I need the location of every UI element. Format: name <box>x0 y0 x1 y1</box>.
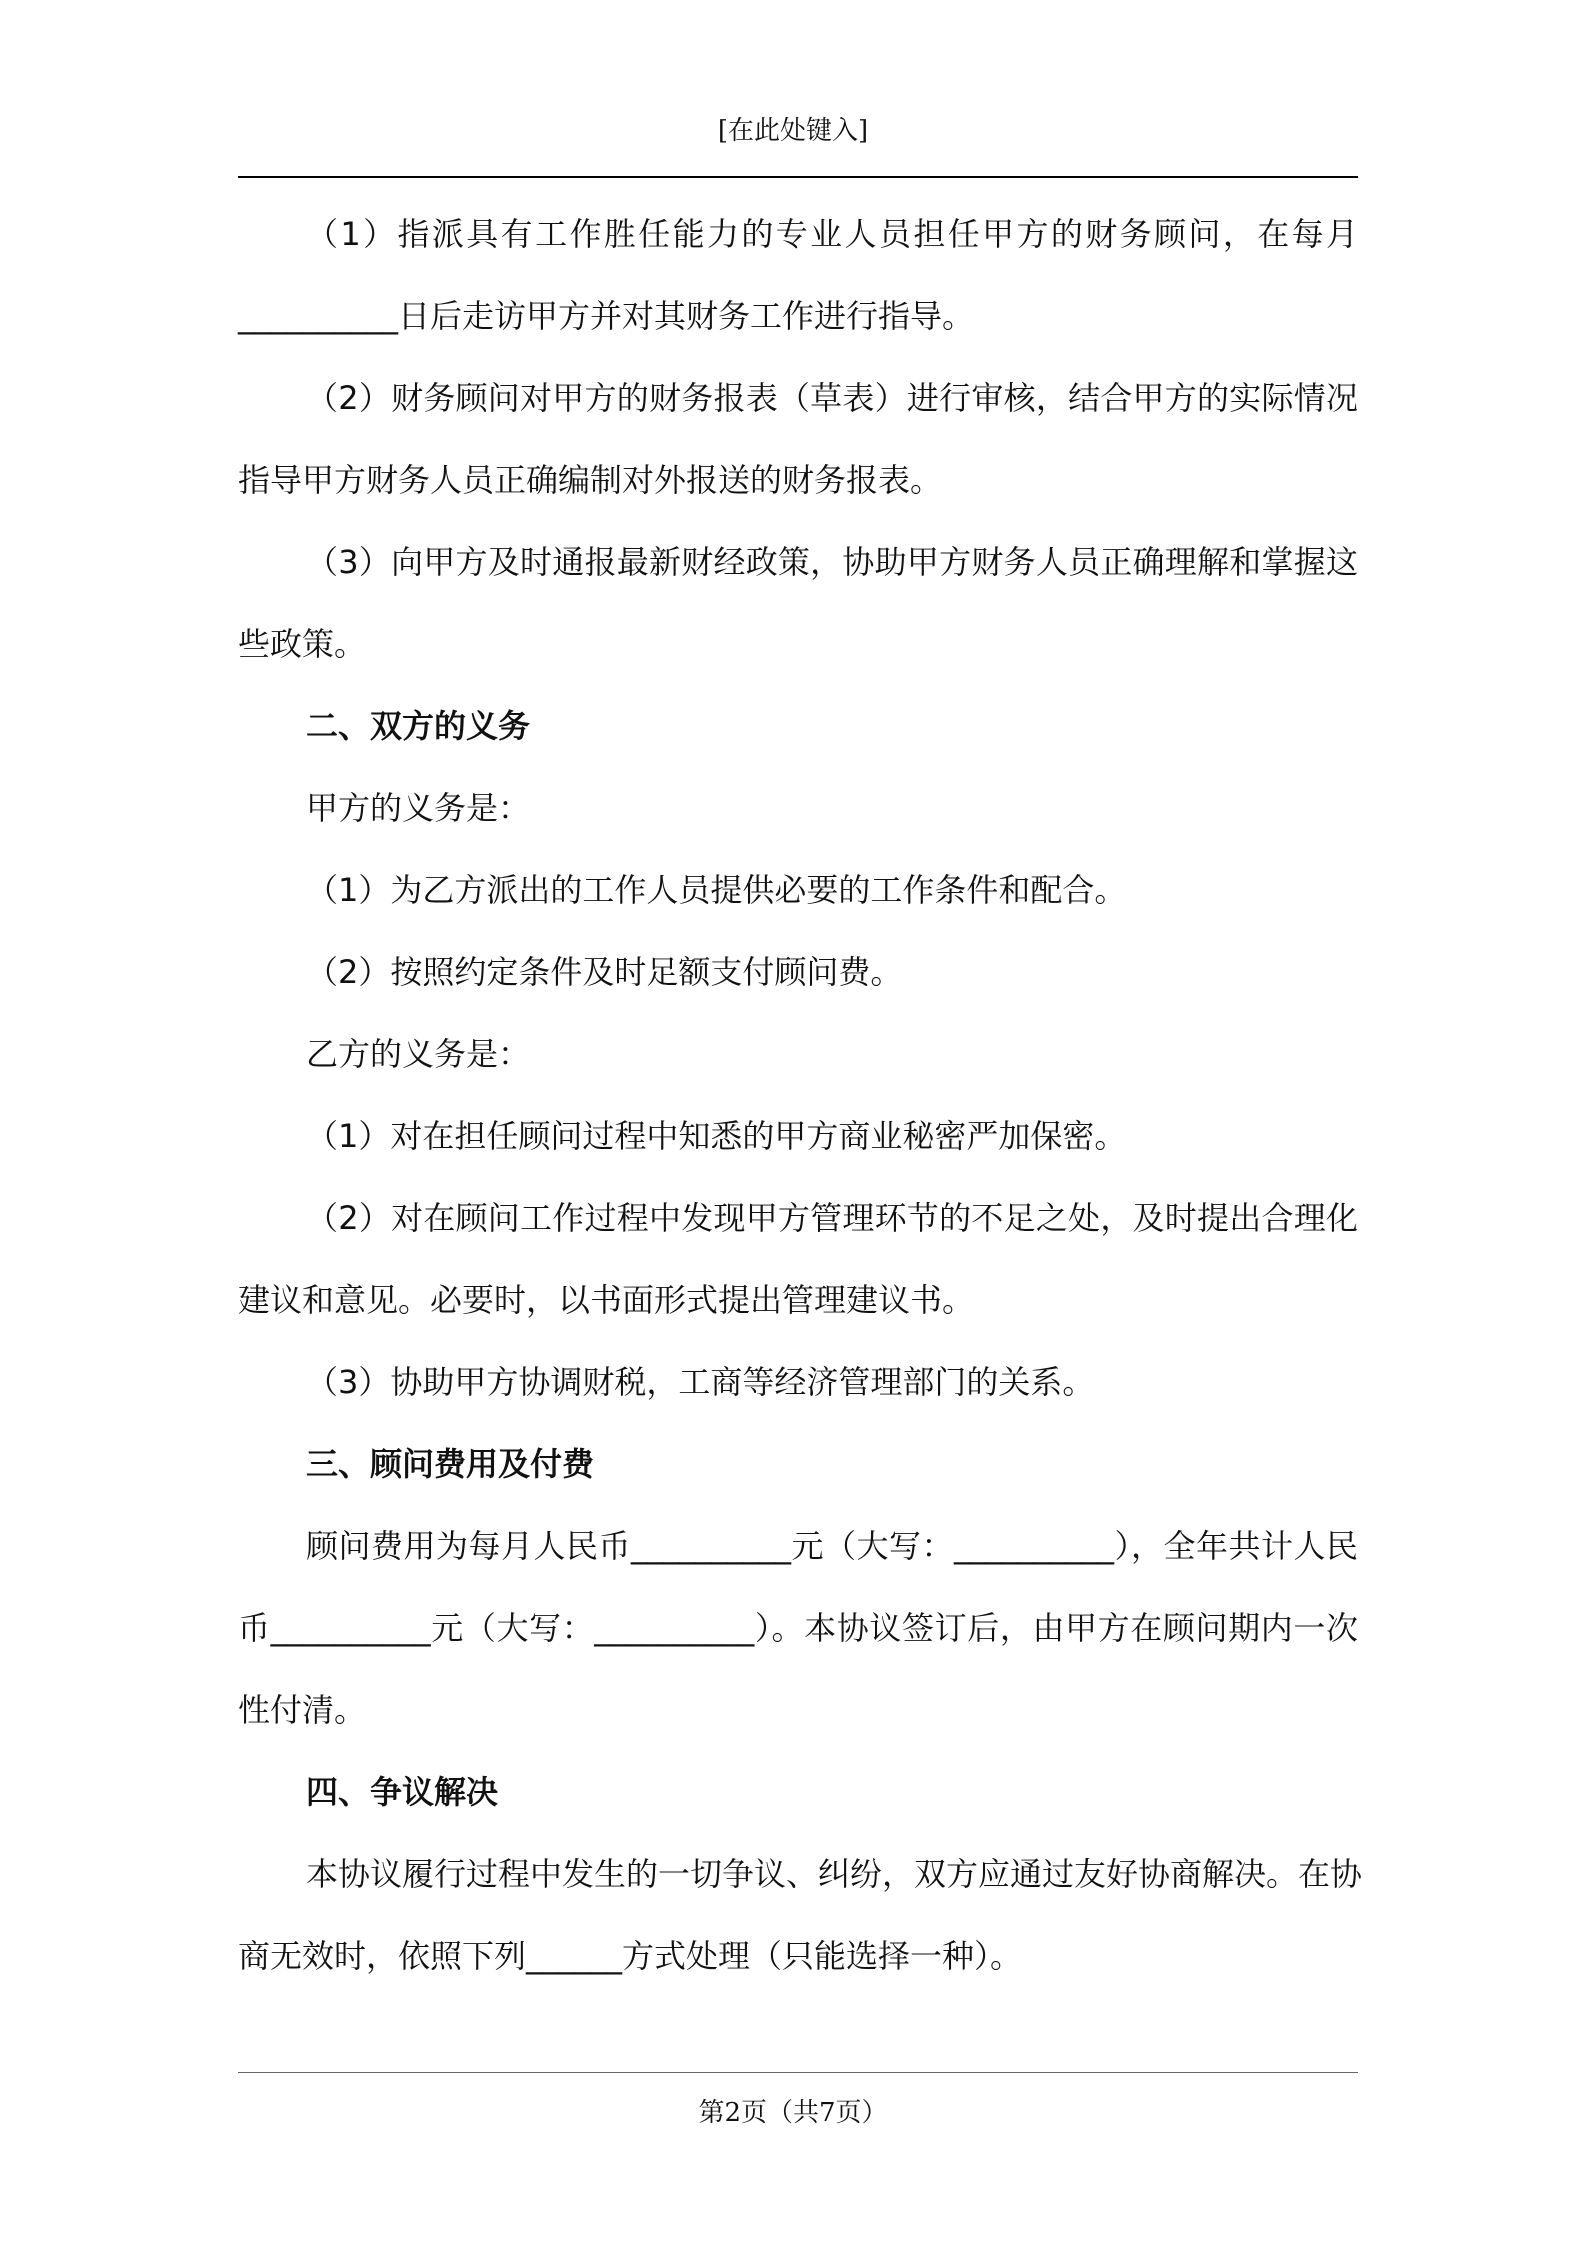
paragraph-line: 本协议履行过程中发生的一切争议、纠纷，双方应通过友好协商解决。在协 <box>306 1855 1363 1893</box>
header-rule <box>238 176 1358 178</box>
section-heading: 四、争议解决 <box>306 1773 499 1811</box>
paragraph-line: 性付清。 <box>238 1691 367 1729</box>
paragraph-line: （1）指派具有工作胜任能力的专业人员担任甲方的财务顾问，在每月 <box>306 215 1358 253</box>
paragraph-line: 商无效时，依照下列______方式处理（只能选择一种）。 <box>238 1937 1023 1975</box>
paragraph-line: 币__________元（大写：__________）。本协议签订后，由甲方在顾问期内一次 <box>238 1609 1358 1647</box>
paragraph-line: （2）对在顾问工作过程中发现甲方管理环节的不足之处，及时提出合理化 <box>306 1199 1358 1237</box>
paragraph-line: （2）按照约定条件及时足额支付顾问费。 <box>306 953 903 991</box>
paragraph-line: （3）协助甲方协调财税，工商等经济管理部门的关系。 <box>306 1363 1095 1401</box>
paragraph-line: 乙方的义务是： <box>306 1035 531 1073</box>
paragraph-line: 些政策。 <box>238 625 367 663</box>
page-footer: 第2页（共7页） <box>698 2098 888 2128</box>
paragraph-line: 建议和意见。必要时，以书面形式提出管理建议书。 <box>238 1281 975 1319</box>
section-heading: 二、双方的义务 <box>306 707 531 745</box>
paragraph-line: 指导甲方财务人员正确编制对外报送的财务报表。 <box>238 461 943 499</box>
paragraph-line: （1）为乙方派出的工作人员提供必要的工作条件和配合。 <box>306 871 1127 909</box>
page-header: [在此处键入] <box>717 116 869 146</box>
paragraph-line: __________日后走访甲方并对其财务工作进行指导。 <box>238 297 975 335</box>
section-heading: 三、顾问费用及付费 <box>306 1445 595 1483</box>
paragraph-line: 顾问费用为每月人民币__________元（大写：__________），全年共计人民 <box>306 1527 1358 1565</box>
paragraph-line: 甲方的义务是： <box>306 789 531 827</box>
paragraph-line: （1）对在担任顾问过程中知悉的甲方商业秘密严加保密。 <box>306 1117 1127 1155</box>
footer-rule <box>238 2072 1358 2073</box>
paragraph-line: （2）财务顾问对甲方的财务报表（草表）进行审核，结合甲方的实际情况 <box>306 379 1358 417</box>
paragraph-line: （3）向甲方及时通报最新财经政策，协助甲方财务人员正确理解和掌握这 <box>306 543 1358 581</box>
